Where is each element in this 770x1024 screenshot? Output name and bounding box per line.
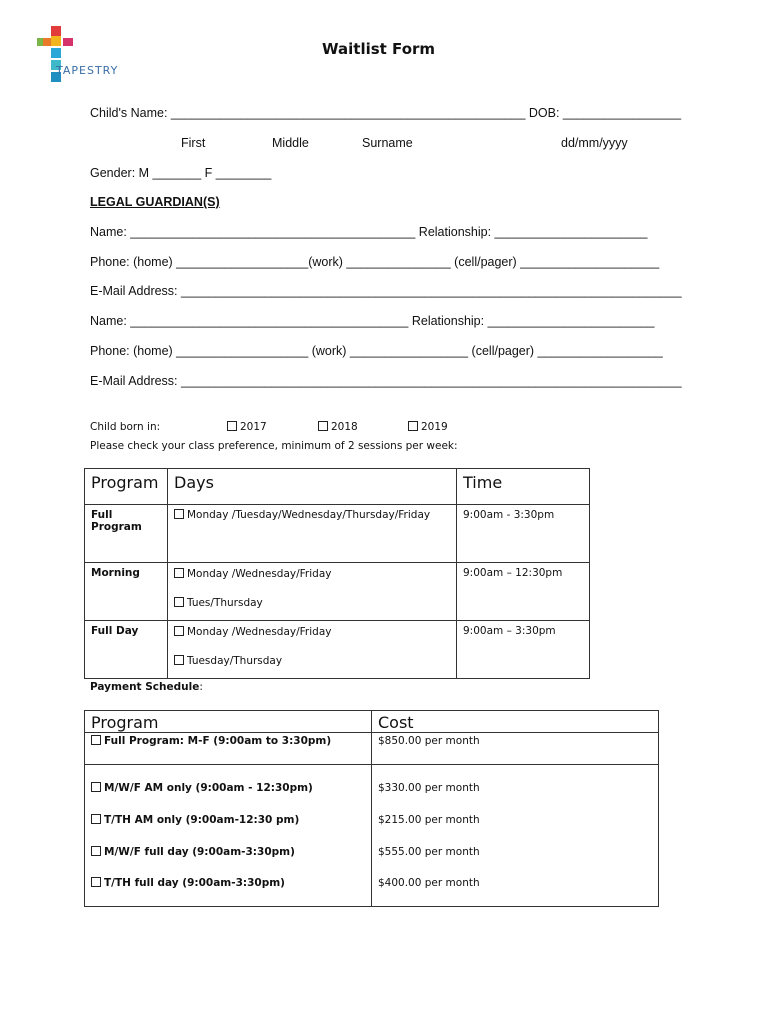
sub-first: First: [181, 136, 206, 150]
guardian2-name: Name: ________________________________________ Relationship: ________________________: [90, 314, 655, 328]
checkbox-icon[interactable]: [174, 568, 184, 578]
checkbox-icon[interactable]: [174, 655, 184, 665]
payment-cost: $215.00 per month: [378, 814, 480, 826]
sub-surname: Surname: [362, 136, 413, 150]
day-option[interactable]: Monday /Wednesday/Friday: [174, 625, 450, 639]
payment-option[interactable]: Full Program: M-F (9:00am to 3:30pm): [91, 735, 365, 747]
checkbox-icon[interactable]: [174, 597, 184, 607]
payment-label: Payment Schedule:: [90, 681, 203, 693]
row-time: 9:00am – 3:30pm: [457, 621, 590, 679]
day-option[interactable]: Monday /Wednesday/Friday: [174, 567, 450, 581]
table-row: [85, 733, 659, 765]
checkbox-icon[interactable]: [91, 846, 101, 856]
checkbox-icon[interactable]: [174, 509, 184, 519]
payment-program-header: Program: [85, 711, 372, 733]
day-option[interactable]: Tues/Thursday: [174, 596, 450, 610]
program-table: [84, 468, 590, 679]
table-row-group: [85, 765, 659, 907]
payment-option[interactable]: M/W/F AM only (9:00am - 12:30pm): [91, 781, 365, 795]
checkbox-icon[interactable]: [91, 782, 101, 792]
checkbox-icon[interactable]: [227, 421, 237, 431]
guardian2-email: E-Mail Address: ________________________________________________________________________: [90, 374, 682, 388]
table-row: [85, 563, 590, 621]
logo-text: TAPESTRY: [56, 64, 119, 77]
payment-cost: $555.00 per month: [378, 846, 480, 858]
child-name-line: Child's Name: ___________________________________________________ DOB: _________________: [90, 106, 682, 120]
payment-option[interactable]: T/TH AM only (9:00am-12:30 pm): [91, 813, 365, 827]
checkbox-icon[interactable]: [91, 735, 101, 745]
checkbox-icon[interactable]: [91, 877, 101, 887]
guardian1-phone: Phone: (home) ___________________(work) _______________ (cell/pager) ____________________: [90, 255, 660, 269]
payment-cost: $400.00 per month: [378, 877, 480, 889]
born-option-2019[interactable]: 2019: [408, 421, 448, 433]
preference-text: Please check your class preference, minimum of 2 sessions per week:: [90, 440, 458, 452]
checkbox-icon[interactable]: [318, 421, 328, 431]
col-days-header: Days: [168, 469, 457, 505]
table-row: [85, 505, 590, 563]
sub-date: dd/mm/yyyy: [561, 136, 628, 150]
born-option-2017[interactable]: 2017: [227, 421, 267, 433]
checkbox-icon[interactable]: [91, 814, 101, 824]
payment-option[interactable]: M/W/F full day (9:00am-3:30pm): [91, 845, 365, 859]
row-program: Morning: [85, 563, 168, 621]
row-program: Full Program: [85, 505, 168, 563]
born-option-2018[interactable]: 2018: [318, 421, 358, 433]
day-option[interactable]: Tuesday/Thursday: [174, 654, 450, 668]
col-time-header: Time: [457, 469, 590, 505]
row-time: 9:00am - 3:30pm: [457, 505, 590, 563]
row-program: Full Day: [85, 621, 168, 679]
day-option[interactable]: Monday /Tuesday/Wednesday/Thursday/Friday: [174, 509, 450, 521]
checkbox-icon[interactable]: [408, 421, 418, 431]
table-row: [85, 621, 590, 679]
gender-line: Gender: M _______ F ________: [90, 166, 272, 180]
logo: [34, 24, 124, 84]
row-time: 9:00am – 12:30pm: [457, 563, 590, 621]
guardian1-email: E-Mail Address: ________________________________________________________________________: [90, 284, 682, 298]
guardians-heading: LEGAL GUARDIAN(S): [90, 195, 220, 209]
payment-cost: $330.00 per month: [378, 782, 480, 794]
payment-cost-header: Cost: [372, 711, 659, 733]
payment-table: [84, 710, 659, 907]
checkbox-icon[interactable]: [174, 626, 184, 636]
page-title: Waitlist Form: [322, 40, 436, 58]
col-program-header: Program: [85, 469, 168, 505]
guardian1-name: Name: _________________________________________ Relationship: ______________________: [90, 225, 648, 239]
guardian2-phone: Phone: (home) ___________________ (work) _________________ (cell/pager) __________________: [90, 344, 663, 358]
payment-cost: $850.00 per month: [372, 733, 659, 765]
payment-option[interactable]: T/TH full day (9:00am-3:30pm): [91, 876, 365, 890]
born-label: Child born in:: [90, 421, 161, 433]
sub-middle: Middle: [272, 136, 309, 150]
